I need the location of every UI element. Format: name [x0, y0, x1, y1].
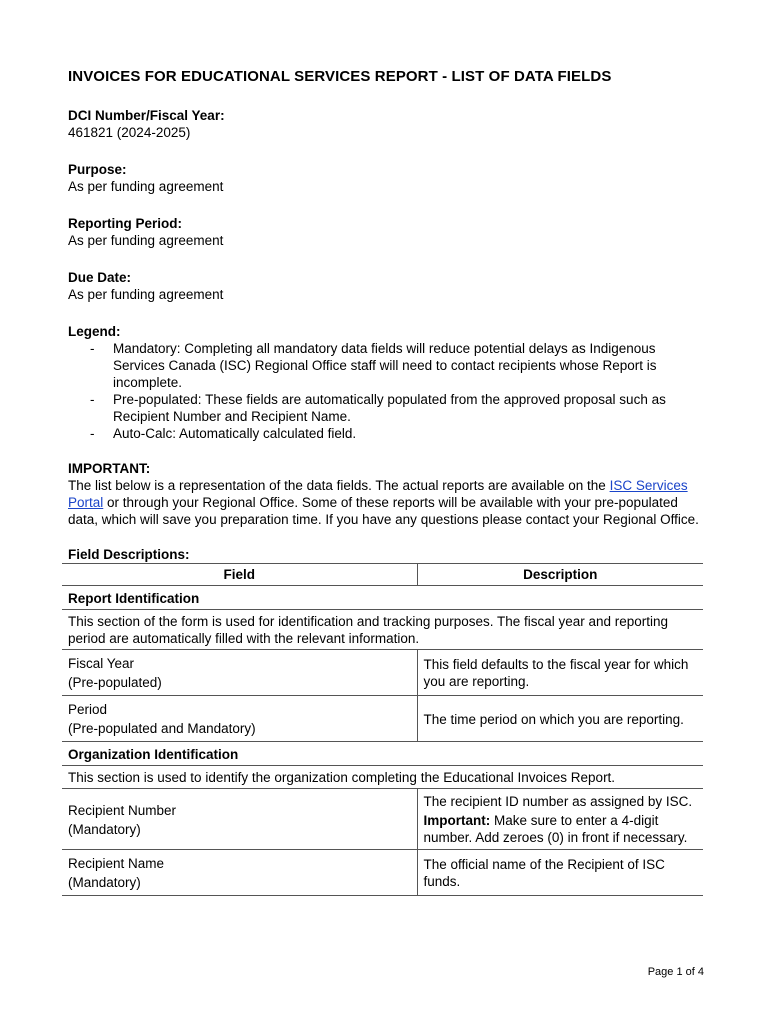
- header-field: Field: [62, 564, 417, 586]
- field-qualifier: (Pre-populated and Mandatory): [68, 721, 256, 736]
- section-intro: This section of the form is used for identification and tracking purposes. The fiscal year and reporting period are automatically filled with the relevant information.: [62, 610, 703, 650]
- legend-list: [68, 340, 710, 442]
- section-title: Organization Identification: [62, 742, 703, 766]
- isc-services-portal-link[interactable]: ISC Services Portal: [68, 478, 688, 510]
- field-name: Period: [68, 702, 108, 717]
- description-cell: [417, 789, 703, 850]
- field-cell: [62, 696, 417, 742]
- section-title: Report Identification: [62, 586, 703, 610]
- table-row: [62, 650, 703, 696]
- section-row: [62, 742, 703, 766]
- header-description: Description: [417, 564, 703, 586]
- field-qualifier: (Pre-populated): [68, 675, 162, 690]
- due-date-value: As per funding agreement: [68, 287, 224, 302]
- description-cell: The time period on which you are reporting.: [417, 696, 703, 742]
- table-header-row: [62, 564, 703, 586]
- important-inline-label: Important:: [423, 813, 491, 828]
- dci-block: [68, 107, 710, 141]
- section-intro: This section is used to identify the organization completing the Educational Invoices Report.: [62, 766, 703, 789]
- field-cell: [62, 789, 417, 850]
- legend-item-prepopulated: - Pre-populated: These fields are automatically populated from the approved proposal such as Recipient Number and Recipient Name.: [90, 392, 666, 424]
- due-date-label: Due Date:: [68, 270, 132, 285]
- purpose-label: Purpose:: [68, 162, 127, 177]
- field-qualifier: (Mandatory): [68, 875, 141, 890]
- legend-item-autocalc: - Auto-Calc: Automatically calculated field.: [90, 426, 357, 441]
- field-qualifier: (Mandatory): [68, 821, 141, 837]
- legend-item-text: Pre-populated: These fields are automatically populated from the approved proposal such as Recipient Number and Recipient Name.: [113, 392, 666, 424]
- important-text-after: or through your Regional Office. Some of these reports will be available with your pre-populated data, which will save you preparation time. If you have any questions please contact your Regional Office.: [68, 495, 699, 527]
- field-name: Recipient Name: [68, 856, 165, 871]
- important-inline-text: Make sure to enter a 4-digit number. Add zeroes (0) in front if necessary.: [423, 813, 688, 845]
- description-important: [424, 812, 698, 846]
- reporting-period-block: [68, 215, 710, 249]
- table-row: [62, 850, 703, 896]
- legend-item-mandatory: - Mandatory: Completing all mandatory data fields will reduce potential delays as Indigenous Services Canada (ISC) Regional Office staff will need to contact recipients whose Report is incomplete.: [90, 341, 657, 390]
- legend: [68, 323, 710, 442]
- description-cell: This field defaults to the fiscal year for which you are reporting.: [417, 650, 703, 696]
- purpose-block: [68, 161, 710, 195]
- section-intro-row: [62, 610, 703, 650]
- page-number: Page 1 of 4: [647, 966, 704, 978]
- field-name: Fiscal Year: [68, 656, 135, 671]
- dci-label: DCI Number/Fiscal Year:: [68, 108, 225, 123]
- table-row: [62, 696, 703, 742]
- field-descriptions-table: [62, 563, 703, 896]
- field-cell: [62, 650, 417, 696]
- page-title: INVOICES FOR EDUCATIONAL SERVICES REPORT - LIST OF DATA FIELDS: [68, 68, 612, 85]
- legend-label: Legend:: [68, 324, 121, 339]
- section-row: [62, 586, 703, 610]
- important-notice: [68, 460, 710, 528]
- dci-value: 461821 (2024-2025): [68, 125, 191, 140]
- description-text: The recipient ID number as assigned by ISC.: [423, 794, 693, 809]
- important-label: IMPORTANT:: [68, 461, 151, 476]
- reporting-period-label: Reporting Period:: [68, 216, 182, 231]
- legend-item-text: Auto-Calc: Automatically calculated field.: [113, 426, 357, 441]
- due-date-block: [68, 269, 710, 303]
- field-cell: [62, 850, 417, 896]
- section-intro-row: [62, 766, 703, 789]
- legend-item-text: Mandatory: Completing all mandatory data fields will reduce potential delays as Indigenous Services Canada (ISC) Regional Office staff will need to contact recipients whose Report is incomplete.: [113, 341, 657, 390]
- reporting-period-value: As per funding agreement: [68, 233, 224, 248]
- important-text: [68, 477, 710, 528]
- description-cell: The official name of the Recipient of ISC funds.: [417, 850, 703, 896]
- important-text-before: The list below is a representation of the data fields. The actual reports are available on the: [68, 478, 610, 493]
- table-row: [62, 789, 703, 850]
- field-name: Recipient Number: [68, 802, 177, 818]
- purpose-value: As per funding agreement: [68, 179, 224, 194]
- field-descriptions-label: Field Descriptions:: [68, 547, 190, 562]
